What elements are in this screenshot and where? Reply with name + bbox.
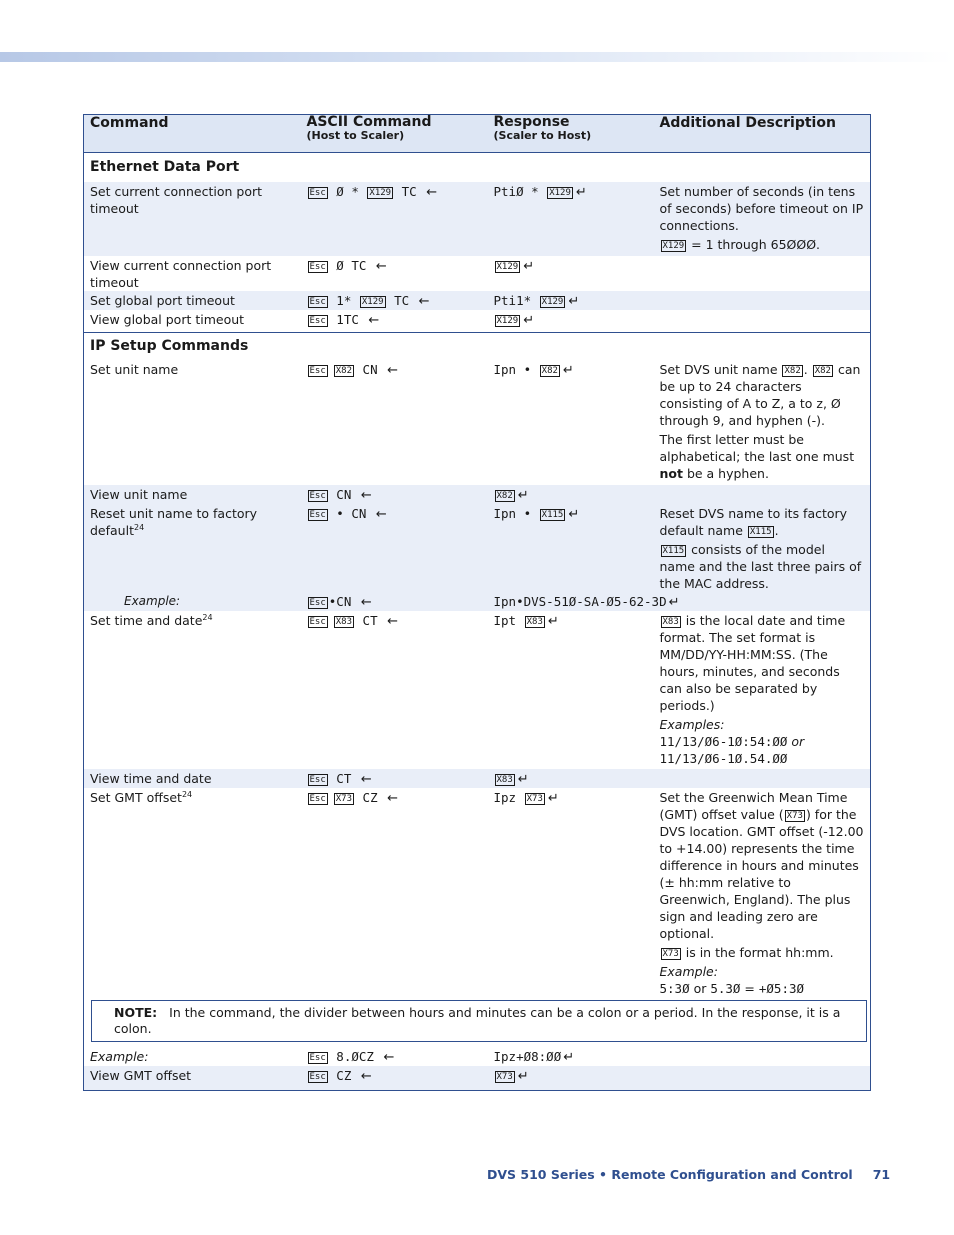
description-cell: Reset DVS name to its factory default name X115 . X115 consists of the model name and the last three pairs of the MAC address.: [654, 504, 871, 592]
response-cell: X129 ↵: [496, 259, 535, 274]
left-arrow-icon: ←: [375, 507, 387, 522]
ascii-cell: Esc CN ←: [301, 485, 488, 504]
table-row: [84, 1043, 871, 1066]
left-arrow-icon: ←: [368, 313, 380, 328]
ascii-cell: Esc X73 CZ ←: [309, 790, 399, 806]
description-cell: [654, 485, 871, 504]
description-cell: Set number of seconds (in tens of seconds) before timeout on IP connections. X129 = 1 through 65ØØØ.: [654, 182, 871, 256]
ascii-cell: Esc 1TC ←: [309, 312, 380, 328]
return-arrow-icon: ↵: [517, 1069, 529, 1084]
response-cell: X83 ↵: [488, 769, 654, 788]
note-label: NOTE:: [114, 1005, 158, 1020]
description-cell: Set the Greenwich Mean Time (GMT) offset value ( X73 ) for the DVS location. GMT offset (-12.00 to +14.00) represents the time difference in hours and minutes (± hh:mm relative to Greenwich, England). The plus sign and leading zero are optional. X73 is in the format hh:mm. Example: 5:3Ø or 5.3Ø = +Ø5:3Ø: [654, 788, 871, 1000]
note-row: [84, 1000, 871, 1043]
ascii-cell: Esc • CN ←: [301, 504, 488, 592]
response-cell: Pti1* X129 ↵: [488, 291, 654, 310]
left-arrow-icon: ←: [387, 363, 399, 378]
ascii-cell: Esc Ø TC ←: [309, 258, 387, 274]
header-command: Command: [84, 115, 301, 153]
table-header-row: [84, 115, 871, 153]
section-row: [84, 333, 871, 361]
section-title-ethernet: Ethernet Data Port: [84, 153, 871, 183]
table-row: [84, 291, 871, 310]
header-ascii: ASCII Command (Host to Scaler): [301, 115, 488, 153]
left-arrow-icon: ←: [383, 1050, 395, 1065]
return-arrow-icon: ↵: [517, 772, 529, 787]
top-accent-bar: [0, 52, 954, 62]
command-cell: Set global port timeout: [84, 291, 301, 310]
description-cell: [654, 1043, 871, 1066]
left-arrow-icon: ←: [387, 614, 399, 629]
table-row: [84, 769, 871, 788]
page-number: 71: [872, 1167, 891, 1182]
header-description: Additional Description: [654, 115, 871, 153]
table-row: [84, 504, 871, 592]
table-row: [84, 592, 871, 611]
header-response: Response (Scaler to Host): [488, 115, 654, 153]
ascii-cell: Esc •CN ←: [301, 592, 488, 611]
command-cell: Set GMT offset$^{24}$: [84, 788, 301, 1000]
table-row: [84, 611, 871, 769]
command-cell: View time and date: [84, 769, 301, 788]
table-row: [84, 360, 871, 485]
return-arrow-icon: ↵: [562, 363, 574, 378]
table-row: [84, 788, 871, 1000]
response-cell: Ipn•DVS-51Ø-SA-Ø5-62-3D ↵: [488, 592, 871, 611]
footer-title: DVS 510 Series • Remote Configuration and Control: [487, 1167, 853, 1182]
response-cell: Ipn • X115 ↵: [488, 504, 654, 592]
description-cell: Set DVS unit name X82 . X82 can be up to 24 characters consisting of A to Z, a to z, Ø through 9, and hyphen (-). The first letter must be alphabetical; the last one must not be a hyphen.: [654, 360, 871, 485]
command-cell: View global port timeout: [84, 310, 301, 333]
ascii-cell: Esc CT ←: [301, 769, 488, 788]
command-cell: Set unit name: [84, 360, 301, 485]
return-arrow-icon: ↵: [547, 791, 559, 806]
description-cell: [654, 256, 871, 291]
response-cell: Ipz X73 ↵: [493, 790, 559, 806]
response-cell: X82 ↵: [488, 485, 654, 504]
note-text: In the command, the divider between hours and minutes can be a colon or a period. In the response, it is a colon.: [114, 1005, 841, 1036]
table-row: [84, 182, 871, 256]
return-arrow-icon: ↵: [563, 1050, 575, 1065]
command-cell: View GMT offset: [84, 1066, 301, 1091]
command-cell: View unit name: [84, 485, 301, 504]
left-arrow-icon: ←: [360, 772, 372, 787]
return-arrow-icon: ↵: [547, 614, 559, 629]
response-cell: Ipz+Ø8:ØØ ↵: [493, 1049, 575, 1065]
table-row: [84, 1066, 871, 1091]
return-arrow-icon: ↵: [523, 313, 535, 328]
description-cell: X83 is the local date and time format. The set format is MM/DD/YY-HH:MM:SS. (The hours, minutes, and seconds can also be separated by periods.) Examples: 11/13/Ø6-1Ø:54:ØØ or 11/13/Ø6-1Ø.54.ØØ: [654, 611, 871, 769]
table-row: [84, 256, 871, 291]
return-arrow-icon: ↵: [568, 507, 580, 522]
left-arrow-icon: ←: [387, 791, 399, 806]
table-row: [84, 485, 871, 504]
ascii-cell: Esc Ø * X129 TC ←: [301, 182, 488, 256]
command-cell: View current connection port timeout: [84, 256, 301, 291]
description-cell: [654, 1066, 871, 1091]
return-arrow-icon: ↵: [575, 185, 587, 200]
return-arrow-icon: ↵: [523, 259, 535, 274]
ascii-cell: Esc X83 CT ←: [309, 613, 399, 629]
left-arrow-icon: ←: [360, 488, 372, 503]
return-arrow-icon: ↵: [668, 595, 680, 610]
response-cell: PtiØ * X129 ↵: [488, 182, 654, 256]
command-cell: Reset unit name to factory default$^{24}$: [84, 504, 301, 592]
ascii-cell: Esc X82 CN ←: [309, 362, 399, 378]
left-arrow-icon: ←: [375, 259, 387, 274]
section-row: [84, 153, 871, 183]
ascii-cell: Esc CZ ←: [301, 1066, 488, 1091]
page-footer: [487, 1167, 890, 1182]
command-table: [83, 114, 871, 1091]
section-title-ip-setup: IP Setup Commands: [84, 333, 871, 361]
example-label: Example:: [84, 592, 301, 611]
response-cell: Ipn • X82 ↵: [493, 362, 574, 378]
description-cell: [654, 291, 871, 310]
left-arrow-icon: ←: [360, 595, 372, 610]
return-arrow-icon: ↵: [568, 294, 580, 309]
response-cell: X73 ↵: [488, 1066, 654, 1091]
command-cell: Set current connection port timeout: [84, 182, 301, 256]
description-cell: [654, 310, 871, 333]
response-cell: X129 ↵: [496, 313, 535, 328]
left-arrow-icon: ←: [426, 185, 438, 200]
ascii-cell: Esc 1* X129 TC ←: [301, 291, 488, 310]
description-cell: [654, 769, 871, 788]
table-row: [84, 310, 871, 333]
left-arrow-icon: ←: [418, 294, 430, 309]
ascii-cell: Esc 8.ØCZ ←: [309, 1049, 395, 1065]
command-cell: Set time and date$^{24}$: [84, 611, 301, 769]
return-arrow-icon: ↵: [517, 488, 529, 503]
example-label: Example:: [84, 1043, 301, 1066]
response-cell: Ipt X83 ↵: [493, 613, 559, 629]
left-arrow-icon: ←: [360, 1069, 372, 1084]
note-box: [91, 1000, 867, 1042]
